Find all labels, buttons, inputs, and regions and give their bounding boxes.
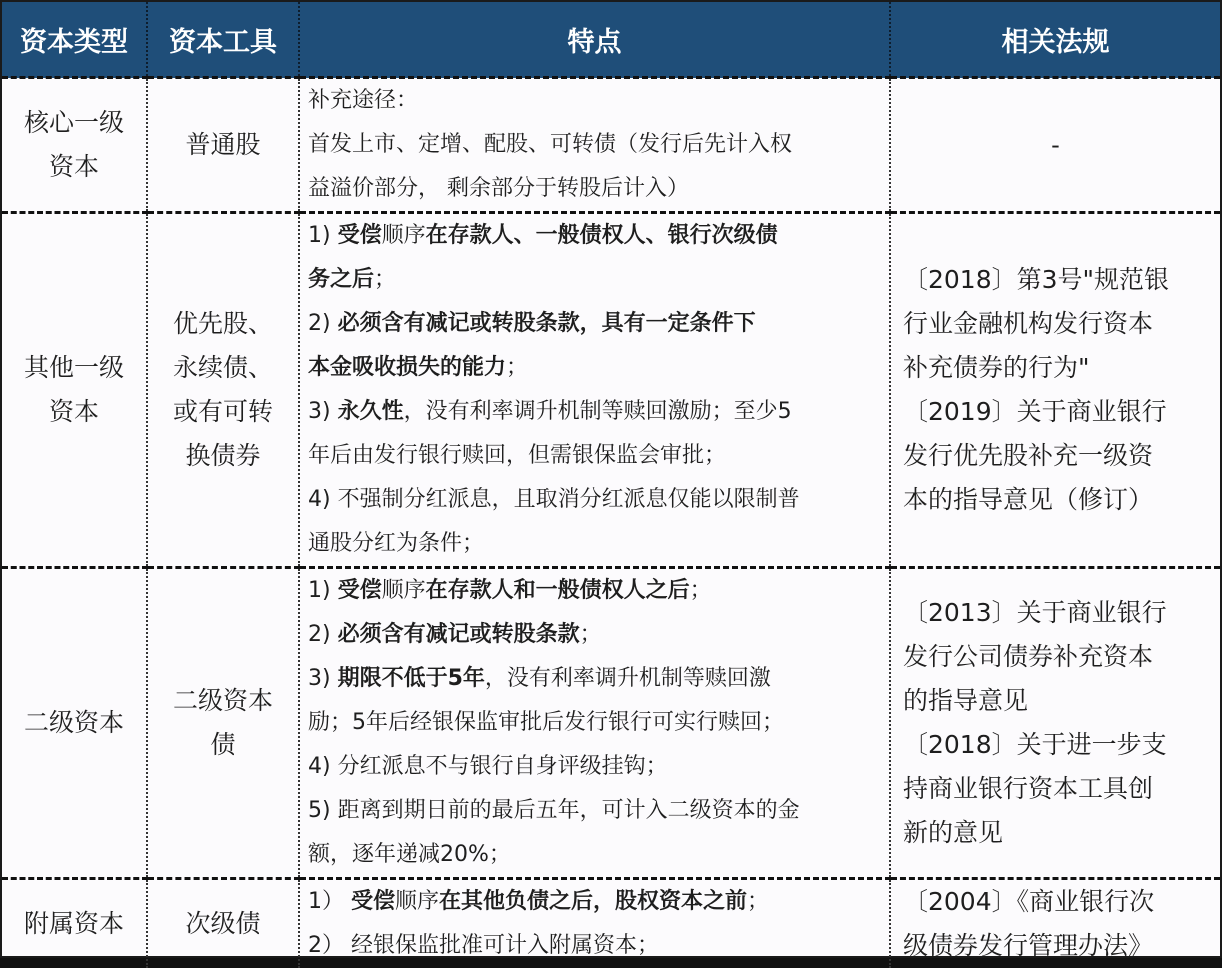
table-row	[2, 213, 1220, 568]
feature-line	[308, 302, 883, 346]
feature-text-bold: 在存款人、一般债权人、银行次级债	[426, 223, 778, 248]
feature-text-bold: 必须含有减记或转股条款	[338, 622, 580, 647]
feature-text: 顺序	[382, 578, 426, 603]
capital-type-text: 其他一级	[2, 346, 146, 390]
capital-tool-text: 永续债、	[148, 346, 298, 390]
capital-tool-text: 二级资本	[148, 679, 298, 723]
capital-type-text: 附属资本	[2, 902, 146, 946]
regulation-text: 〔2018〕关于进一步支	[903, 723, 1212, 767]
feature-line	[308, 79, 883, 123]
feature-text: 4) 不强制分红派息，且取消分红派息仅能以限制普	[308, 487, 800, 512]
capital-tool-text: 次级债	[148, 902, 298, 946]
table-row	[2, 568, 1220, 879]
feature-text: 通股分红为条件；	[308, 531, 484, 556]
feature-line	[308, 478, 883, 522]
features-cell	[299, 78, 890, 213]
feature-text: 首发上市、定增、配股、可转债（发行后先计入权	[308, 132, 792, 157]
regulation-text: 〔2013〕关于商业银行	[903, 591, 1212, 635]
feature-text: 励；5年后经银保监审批后发行银行可实行赎回；	[308, 710, 784, 735]
feature-text-bold: 必须含有减记或转股条款，具有一定条件下	[338, 311, 756, 336]
features-cell	[299, 879, 890, 968]
capital-tool-text: 普通股	[148, 123, 298, 167]
capital-type-text: 资本	[2, 390, 146, 434]
feature-line	[308, 745, 883, 789]
capital-type-cell	[2, 568, 147, 879]
regulation-text: 的指导意见	[903, 679, 1212, 723]
capital-type-text: 二级资本	[2, 701, 146, 745]
capital-tool-text: 债	[148, 723, 298, 767]
capital-tool-cell	[147, 568, 299, 879]
table-row	[2, 879, 1220, 968]
feature-text: 5) 距离到期日前的最后五年，可计入二级资本的金	[308, 798, 800, 823]
regulation-text: 〔2004〕《商业银行次	[903, 880, 1212, 924]
capital-type-cell	[2, 879, 147, 968]
feature-text: 3)	[308, 399, 338, 424]
feature-line	[308, 434, 883, 478]
regulations-cell	[890, 879, 1220, 968]
feature-text-bold: 本金吸收损失的能力	[308, 355, 506, 380]
feature-line	[308, 346, 883, 390]
feature-text-bold: 务之后	[308, 267, 374, 292]
feature-line	[308, 833, 883, 877]
regulations-cell	[890, 213, 1220, 568]
regulation-text: 发行公司债券补充资本	[903, 635, 1212, 679]
feature-line	[308, 214, 883, 258]
capital-type-text: 资本	[2, 145, 146, 189]
feature-line	[308, 880, 883, 924]
regulation-text: 〔2018〕第3号"规范银	[903, 258, 1212, 302]
feature-line	[308, 167, 883, 211]
feature-text: ，没有利率调升机制等赎回激励；至少5	[404, 399, 792, 424]
feature-text: 2)	[308, 311, 338, 336]
feature-text: 1)	[308, 223, 338, 248]
feature-text-bold: 在其他负债之后，股权资本之前	[439, 889, 747, 914]
regulation-text: 本的指导意见（修订）	[903, 478, 1212, 522]
feature-text: 顺序	[395, 889, 439, 914]
regulation-text: 发行优先股补充一级资	[903, 434, 1212, 478]
feature-line	[308, 123, 883, 167]
feature-line	[308, 390, 883, 434]
feature-line	[308, 613, 883, 657]
capital-tool-text: 优先股、	[148, 302, 298, 346]
header-row	[2, 2, 1220, 78]
feature-text: 1）	[308, 889, 351, 914]
feature-text: 年后由发行银行赎回，但需银保监会审批；	[308, 443, 726, 468]
feature-line	[308, 569, 883, 613]
feature-text: 4) 分红派息不与银行自身评级挂钩；	[308, 754, 668, 779]
regulation-text: 级债券发行管理办法》	[903, 924, 1212, 968]
feature-line	[308, 258, 883, 302]
header-capital-type: 资本类型	[2, 2, 147, 78]
feature-text: ；	[747, 889, 769, 914]
feature-text: 2） 经银保监批准可计入附属资本；	[308, 933, 659, 958]
regulation-text: 新的意见	[903, 811, 1212, 855]
feature-text: ；	[374, 267, 396, 292]
features-cell	[299, 213, 890, 568]
capital-type-text: 核心一级	[2, 101, 146, 145]
regulation-text: 补充债券的行为"	[903, 346, 1212, 390]
feature-text-bold: 在存款人和一般债权人之后	[426, 578, 690, 603]
feature-text-bold: 期限不低于5年	[338, 666, 485, 691]
regulations-cell	[890, 568, 1220, 879]
feature-text: 益溢价部分， 剩余部分于转股后计入）	[308, 176, 689, 201]
feature-text: 3)	[308, 666, 338, 691]
capital-type-cell	[2, 78, 147, 213]
header-regulations: 相关法规	[890, 2, 1220, 78]
regulations-cell	[890, 78, 1220, 213]
feature-text: 2)	[308, 622, 338, 647]
feature-text: ；	[580, 622, 602, 647]
capital-tool-text: 或有可转	[148, 390, 298, 434]
feature-text: 补充途径：	[308, 88, 418, 113]
feature-text-bold: 受偿	[351, 889, 395, 914]
feature-text-bold: 受偿	[338, 578, 382, 603]
header-features: 特点	[299, 2, 890, 78]
feature-text: 1)	[308, 578, 338, 603]
feature-line	[308, 522, 883, 566]
feature-text: ；	[506, 355, 528, 380]
table-row	[2, 78, 1220, 213]
capital-instruments-table	[2, 2, 1220, 968]
feature-line	[308, 701, 883, 745]
capital-tool-text: 换债券	[148, 434, 298, 478]
capital-type-cell	[2, 213, 147, 568]
regulation-text: 〔2019〕关于商业银行	[903, 390, 1212, 434]
capital-tool-cell	[147, 78, 299, 213]
feature-line	[308, 657, 883, 701]
capital-tool-cell	[147, 879, 299, 968]
feature-text: 顺序	[382, 223, 426, 248]
feature-text-bold: 受偿	[338, 223, 382, 248]
header-capital-tool: 资本工具	[147, 2, 299, 78]
capital-tool-cell	[147, 213, 299, 568]
regulation-text: 持商业银行资本工具创	[903, 767, 1212, 811]
regulation-text: 行业金融机构发行资本	[903, 302, 1212, 346]
feature-text-bold: 永久性	[338, 399, 404, 424]
features-cell	[299, 568, 890, 879]
feature-line	[308, 924, 883, 968]
feature-text: ；	[690, 578, 712, 603]
regulation-text: -	[891, 131, 1220, 159]
feature-text: ，没有利率调升机制等赎回激	[485, 666, 771, 691]
feature-line	[308, 789, 883, 833]
feature-text: 额，逐年递减20%；	[308, 842, 511, 867]
